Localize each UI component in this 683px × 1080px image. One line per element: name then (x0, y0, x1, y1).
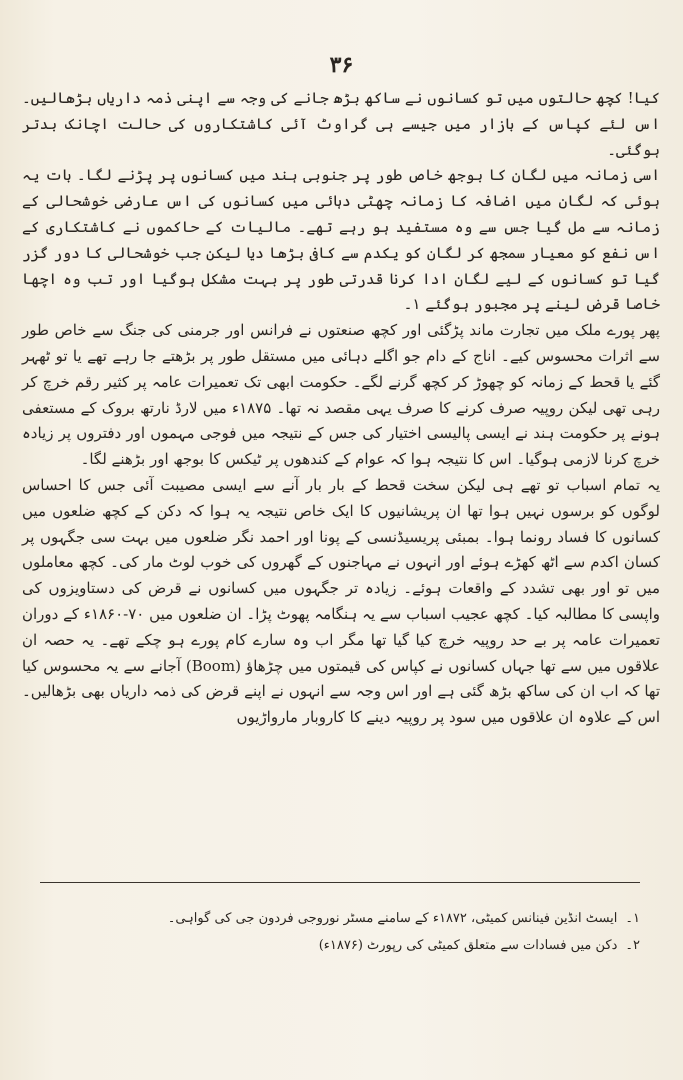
body-text (22, 86, 660, 731)
footnote-2 (40, 932, 640, 959)
footnote-1-text: ایسٹ انڈین فینانس کمیٹی، ۱۸۷۲ء کے سامنے مسٹر نوروجی فردون جی کی گواہی۔ (167, 911, 618, 926)
footnote-2-number: ۲۔ (625, 938, 640, 953)
paragraph-3: پھر پورے ملک میں تجارت ماند پڑگئی اور کچھ صنعتوں نے فرانس اور جرمنی کی جنگ سے خاص طور سے اثرات محسوس کیے۔ اناج کے دام جو اگلے دہائی میں مستقل طور پر بڑھتے جا رہے تھے یا تو ٹھہر گئے یا قحط کے زمانہ کو چھوڑ کر کچھ گرنے لگے۔ حکومت ابھی تک تعمیرات عامہ پر کثیر رقم خرچ کر رہی تھی لیکن روپیہ صرف کرنے کا صرف یہی مقصد نہ تھا۔ ۱۸۷۵ء میں لارڈ نارتھ بروک کے مستعفی ہونے پر حکومت ہند نے ایسی پالیسی اختیار کی جس کے نتیجہ میں فوجی مہموں اور دفتروں پر زیادہ خرچ کرنا لازمی ہوگیا۔ اس کا نتیجہ ہوا کہ عوام کے کندھوں پر ٹیکس کا بوجھ اور بڑھنے لگا۔ (22, 321, 660, 469)
footnote-2-text: دکن میں فسادات سے متعلق کمیٹی کی رپورٹ (۱۸۷۶ء) (318, 938, 618, 953)
footnote-1 (40, 905, 640, 932)
footnotes (40, 905, 640, 959)
paragraph-2: اسی زمانہ میں لگان کا بوجھ خاص طور پر جنوبی ہند میں کسانوں پر پڑنے لگا۔ بات یہ ہوئی کہ لگان میں اضافہ کا زمانہ چھٹی دہائی میں کسانوں کی اس عارضی خوشحالی کے زمانہ سے مل گیا جس سے وہ مستفید ہو رہے تھے۔ مالیات کے حاکموں نے کاشتکاری کے اس نفع کو معیار سمجھ کر لگان کو یکدم سے کافی بڑھا دیا لیکن جب خوشحالی کا دور گزر گیا تو کسانوں کے لیے لگان ادا کرنا قدرتی طور پر بہت مشکل ہوگیا اور تب وہ اچھا خاصا قرض لینے پر مجبور ہوگئے ۱۔ (22, 166, 660, 314)
footnote-1-number: ۱۔ (625, 911, 640, 926)
paragraph-4: یہ تمام اسباب تو تھے ہی لیکن سخت قحط کے بار بار آنے سے ایسی مصیبت آئی جس کا احساس لوگوں کو برسوں نہیں ہوا تھا ان پریشانیوں کا ایک خاص نتیجہ یہ ہوا کہ دکن کے کچھ ضلعوں میں کسانوں کا فساد رونما ہوا۔ بمبئی پریسیڈنسی کے پونا اور احمد نگر ضلعوں میں بہت سی جگہوں پر کسان اکدم سے اٹھ کھڑے ہوئے اور انہوں نے مہاجنوں کے گھروں کی خوب لوٹ مار کی۔ کچھ معاملوں میں تو اور بھی تشدد کے واقعات ہوئے۔ زیادہ تر جگہوں میں کسانوں نے قرض کی دستاویزوں کی واپسی کا مطالبہ کیا۔ کچھ عجیب اسباب سے یہ ہنگامہ پھوٹ پڑا۔ ان ضلعوں میں ۷۰-۱۸۶۰ء کے دوران تعمیرات عامہ پر بے حد روپیہ خرچ کیا گیا تھا مگر اب وہ سارے کام پورے ہو چکے تھے۔ یہ حصہ ان علاقوں میں سے تھا جہاں کسانوں نے کپاس کی قیمتوں میں چڑھاؤ (Boom) آجانے سے یہ محسوس کیا تھا کہ اب ان کی ساکھ بڑھ گئی ہے اور اس وجہ سے انہوں نے اپنے قرض کی ذمہ داریاں بھی بڑھالیں۔ اس کے علاوہ ان علاقوں میں سود پر روپیہ دینے کا کاروبار مارواڑیوں (22, 475, 661, 727)
page-number: ۳۶ (329, 52, 354, 78)
paragraph-1: کیا! کچھ حالتوں میں تو کسانوں نے ساکھ بڑھ جانے کی وجہ سے اپنی ذمہ داریاں بڑھالیں۔ اس لئے کپاس کے بازار میں جیسے ہی گراوٹ آئی کاشتکاروں کی حالت اچانک بدتر ہوگئی۔ (22, 89, 660, 159)
footnote-divider (40, 882, 640, 883)
